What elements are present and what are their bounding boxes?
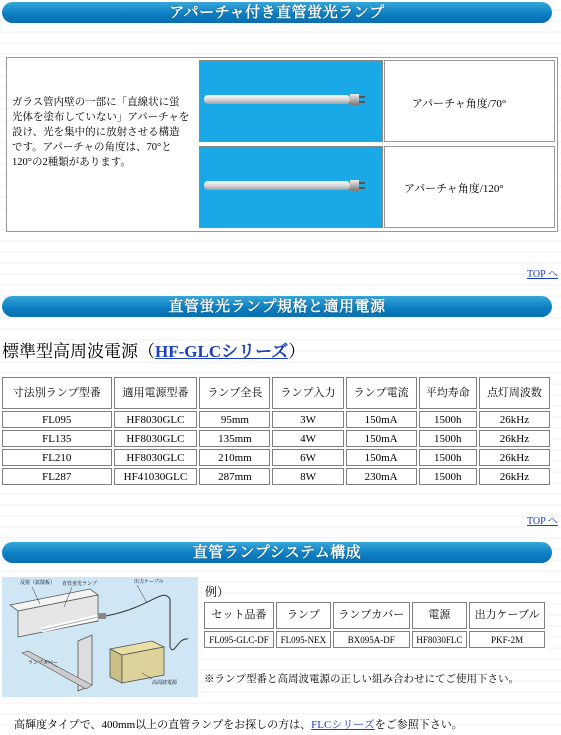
hf-glc-series-link[interactable]: HF-GLCシリーズ [155, 342, 289, 361]
example-table-row [204, 631, 545, 648]
usage-note: ※ランプ型番と高周波電源の正しい組み合わせにてご使用下さい。 [204, 674, 519, 685]
aperture-description: ガラス管内壁の一部に「直線状に蛍光体を塗布していない」アパーチャを設け、光を集中的に放射させる構造です。アパーチャの角度は、70°と120°の2種類があります。 [12, 97, 190, 168]
power-suffix: ） [288, 342, 306, 361]
spec-table-row [2, 411, 550, 428]
aperture-label-120: アパーチャ角度/120° [404, 183, 504, 195]
spec-cell: FL135 [2, 430, 112, 447]
spec-cell: 135mm [199, 430, 270, 447]
spec-table-row [2, 449, 550, 466]
spec-cell: HF8030GLC [114, 430, 198, 447]
spec-cell: 6W [272, 449, 343, 466]
spec-cell: 1500h [419, 430, 477, 447]
example-header-cell: ランプ [276, 602, 331, 629]
diagram-label-cable: 出力ケーブル [134, 579, 164, 585]
section-header-system: 直管ランプシステム構成 [2, 542, 552, 563]
example-cell: PKF-2M [469, 631, 545, 648]
section-header-spec: 直管蛍光ランプ規格と適用電源 [2, 296, 552, 317]
spec-cell: HF41030GLC [114, 468, 198, 485]
spec-table [0, 375, 552, 487]
spec-cell: 4W [272, 430, 343, 447]
spec-cell: 150mA [346, 411, 417, 428]
footer-prefix: 高輝度タイプで、400mm以上の直管ランプをお探しの方は、 [14, 719, 312, 731]
diagram-label-power: 高周波電源 [152, 680, 178, 686]
spec-cell: 95mm [199, 411, 270, 428]
flc-series-link[interactable]: FLCシリーズ [311, 719, 375, 731]
system-diagram [2, 577, 198, 697]
spec-table-row [2, 430, 550, 447]
spec-cell: FL210 [2, 449, 112, 466]
example-header-cell: セット品番 [204, 602, 274, 629]
spec-cell: FL095 [2, 411, 112, 428]
lamp-photo-70 [199, 60, 383, 142]
example-cell: FL095-NEX [276, 631, 331, 648]
top-link-2[interactable]: TOP へ [527, 516, 558, 527]
aperture-label-70: アパーチャ角度/70° [412, 98, 507, 110]
example-header-cell: ランプカバー [333, 602, 410, 629]
lamp-photo-120 [199, 146, 383, 228]
example-cell: BX095A-DF [333, 631, 410, 648]
top-link-1[interactable]: TOP へ [527, 269, 558, 280]
spec-table-wrap [0, 375, 552, 487]
example-label: 例） [205, 585, 230, 599]
spec-cell: 26kHz [479, 411, 550, 428]
spec-header-cell: ランプ入力 [272, 377, 343, 409]
footer-text [14, 716, 554, 732]
example-header-cell: 出力ケーブル [469, 602, 545, 629]
power-series-heading [2, 337, 305, 362]
spec-cell: 26kHz [479, 449, 550, 466]
spec-cell: 150mA [346, 449, 417, 466]
spec-header-cell: ランプ電流 [346, 377, 417, 409]
example-table [202, 600, 547, 650]
spec-cell: 26kHz [479, 430, 550, 447]
spec-cell: HF8030GLC [114, 449, 198, 466]
spec-cell: 287mm [199, 468, 270, 485]
spec-cell: 3W [272, 411, 343, 428]
spec-cell: FL287 [2, 468, 112, 485]
example-cell: FL095-GLC-DF [204, 631, 274, 648]
example-table-wrap [202, 600, 547, 650]
spec-cell: HF8030GLC [114, 411, 198, 428]
spec-cell: 8W [272, 468, 343, 485]
spec-cell: 210mm [199, 449, 270, 466]
spec-cell: 1500h [419, 468, 477, 485]
power-prefix: 標準型高周波電源（ [2, 342, 155, 361]
spec-header-cell: 適用電源型番 [114, 377, 198, 409]
diagram-label-cover: ランプカバー [28, 660, 58, 666]
spec-header-cell: 点灯周波数 [479, 377, 550, 409]
spec-header-cell: 平均寿命 [419, 377, 477, 409]
spec-cell: 26kHz [479, 468, 550, 485]
footer-suffix: をご参照下さい。 [374, 719, 463, 731]
spec-cell: 1500h [419, 449, 477, 466]
diagram-label-reflector: 反射（拡散板） [20, 580, 56, 586]
spec-cell: 1500h [419, 411, 477, 428]
example-header-cell: 電源 [412, 602, 468, 629]
spec-cell: 230mA [346, 468, 417, 485]
example-cell: HF8030FLC [412, 631, 468, 648]
diagram-label-lamp: 直管蛍光ランプ [62, 581, 98, 587]
spec-table-row [2, 468, 550, 485]
spec-header-cell: 寸法別ランプ型番 [2, 377, 112, 409]
section-header-aperture: アパーチャ付き直管蛍光ランプ [2, 2, 552, 23]
spec-cell: 150mA [346, 430, 417, 447]
spec-header-cell: ランプ全長 [199, 377, 270, 409]
